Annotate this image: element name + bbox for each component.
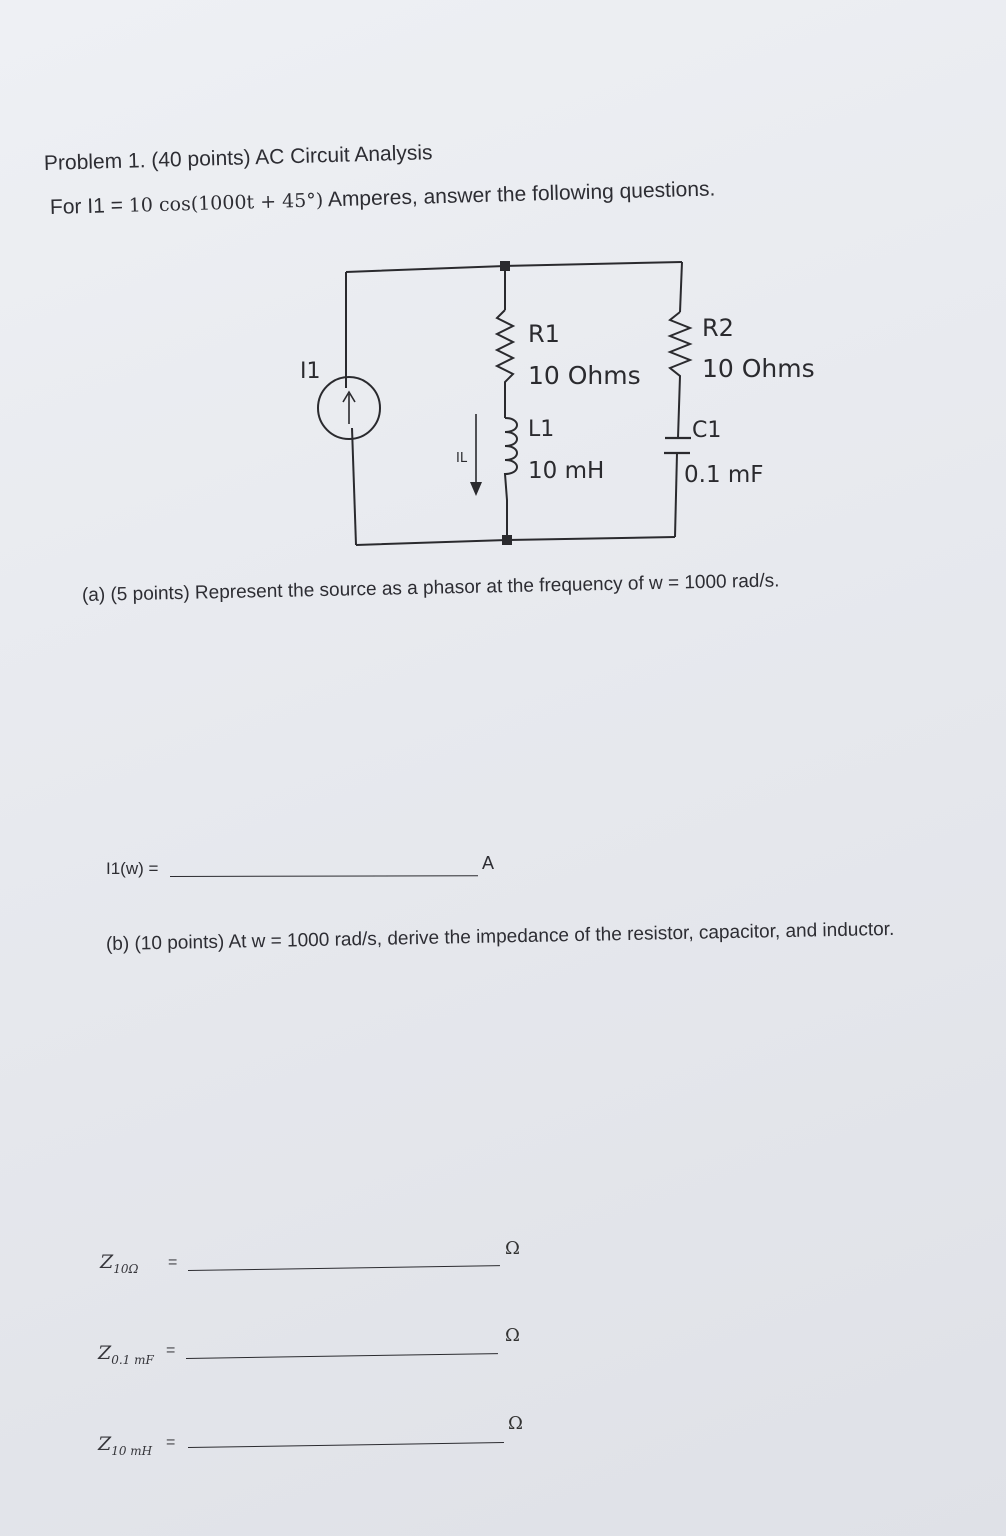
inductor-l1 <box>505 418 517 540</box>
given-prefix: For I1 = <box>49 193 130 219</box>
z-inductor-label <box>98 1433 152 1458</box>
wire-right-bottom <box>675 453 677 537</box>
r1-value: 10 Ohms <box>528 361 641 390</box>
z-resistor-label <box>100 1251 138 1276</box>
current-source-icon <box>318 377 380 439</box>
z-capacitor-equals: = <box>166 1342 176 1359</box>
z-capacitor-answer-line[interactable] <box>186 1353 498 1359</box>
z-inductor-answer-line[interactable] <box>188 1442 504 1448</box>
z-capacitor-unit: Ω <box>505 1325 520 1346</box>
z-capacitor-subscript: 0.1 mF <box>111 1352 154 1367</box>
given-suffix: Amperes, answer the following questions. <box>322 177 716 212</box>
z-capacitor-symbol: Z <box>98 1342 112 1364</box>
source-label: I1 <box>300 359 321 384</box>
z-resistor-subscript: 10Ω <box>113 1261 139 1276</box>
z-resistor-unit: Ω <box>505 1238 520 1259</box>
question-b: (b) (10 points) At w = 1000 rad/s, derive the impedance of the resistor, capacitor, and inductor. <box>105 918 895 955</box>
phasor-unit: A <box>482 853 495 873</box>
current-label: IL <box>456 451 468 466</box>
z-inductor-symbol: Z <box>98 1433 112 1455</box>
r2-name: R2 <box>702 314 734 342</box>
c1-value: 0.1 mF <box>684 462 764 488</box>
z-inductor-equals: = <box>166 1434 176 1451</box>
wire-left-lower <box>352 428 356 545</box>
resistor-r2 <box>670 312 690 438</box>
question-a: (a) (5 points) Represent the source as a phasor at the frequency of w = 1000 rad/s. <box>81 570 780 606</box>
phasor-answer-label: I1(w) = <box>106 859 159 878</box>
capacitor-c1 <box>664 438 691 453</box>
z-capacitor-label <box>98 1342 154 1367</box>
z-inductor-unit: Ω <box>508 1413 523 1434</box>
phasor-answer-line[interactable] <box>170 875 478 877</box>
given-expression: 10 cos(1000t + 45°) <box>128 189 324 217</box>
z-resistor-symbol: Z <box>100 1251 114 1273</box>
current-direction-arrow-icon <box>470 414 482 496</box>
wire-right-top <box>680 262 682 312</box>
l1-value: 10 mH <box>528 458 605 484</box>
resistor-r1 <box>497 310 513 418</box>
node-bottom <box>502 535 512 545</box>
wire-bottom <box>356 537 675 545</box>
z-resistor-answer-line[interactable] <box>188 1265 500 1271</box>
circuit-diagram <box>0 0 1006 600</box>
r2-value: 10 Ohms <box>702 354 815 383</box>
node-top <box>500 261 510 271</box>
c1-name: C1 <box>692 418 722 443</box>
problem-heading: Problem 1. (40 points) AC Circuit Analysis <box>43 141 433 175</box>
z-inductor-subscript: 10 mH <box>111 1443 153 1458</box>
l1-name: L1 <box>528 417 555 442</box>
r1-name: R1 <box>528 320 560 348</box>
z-resistor-equals: = <box>168 1254 178 1271</box>
wire-top <box>346 262 682 272</box>
